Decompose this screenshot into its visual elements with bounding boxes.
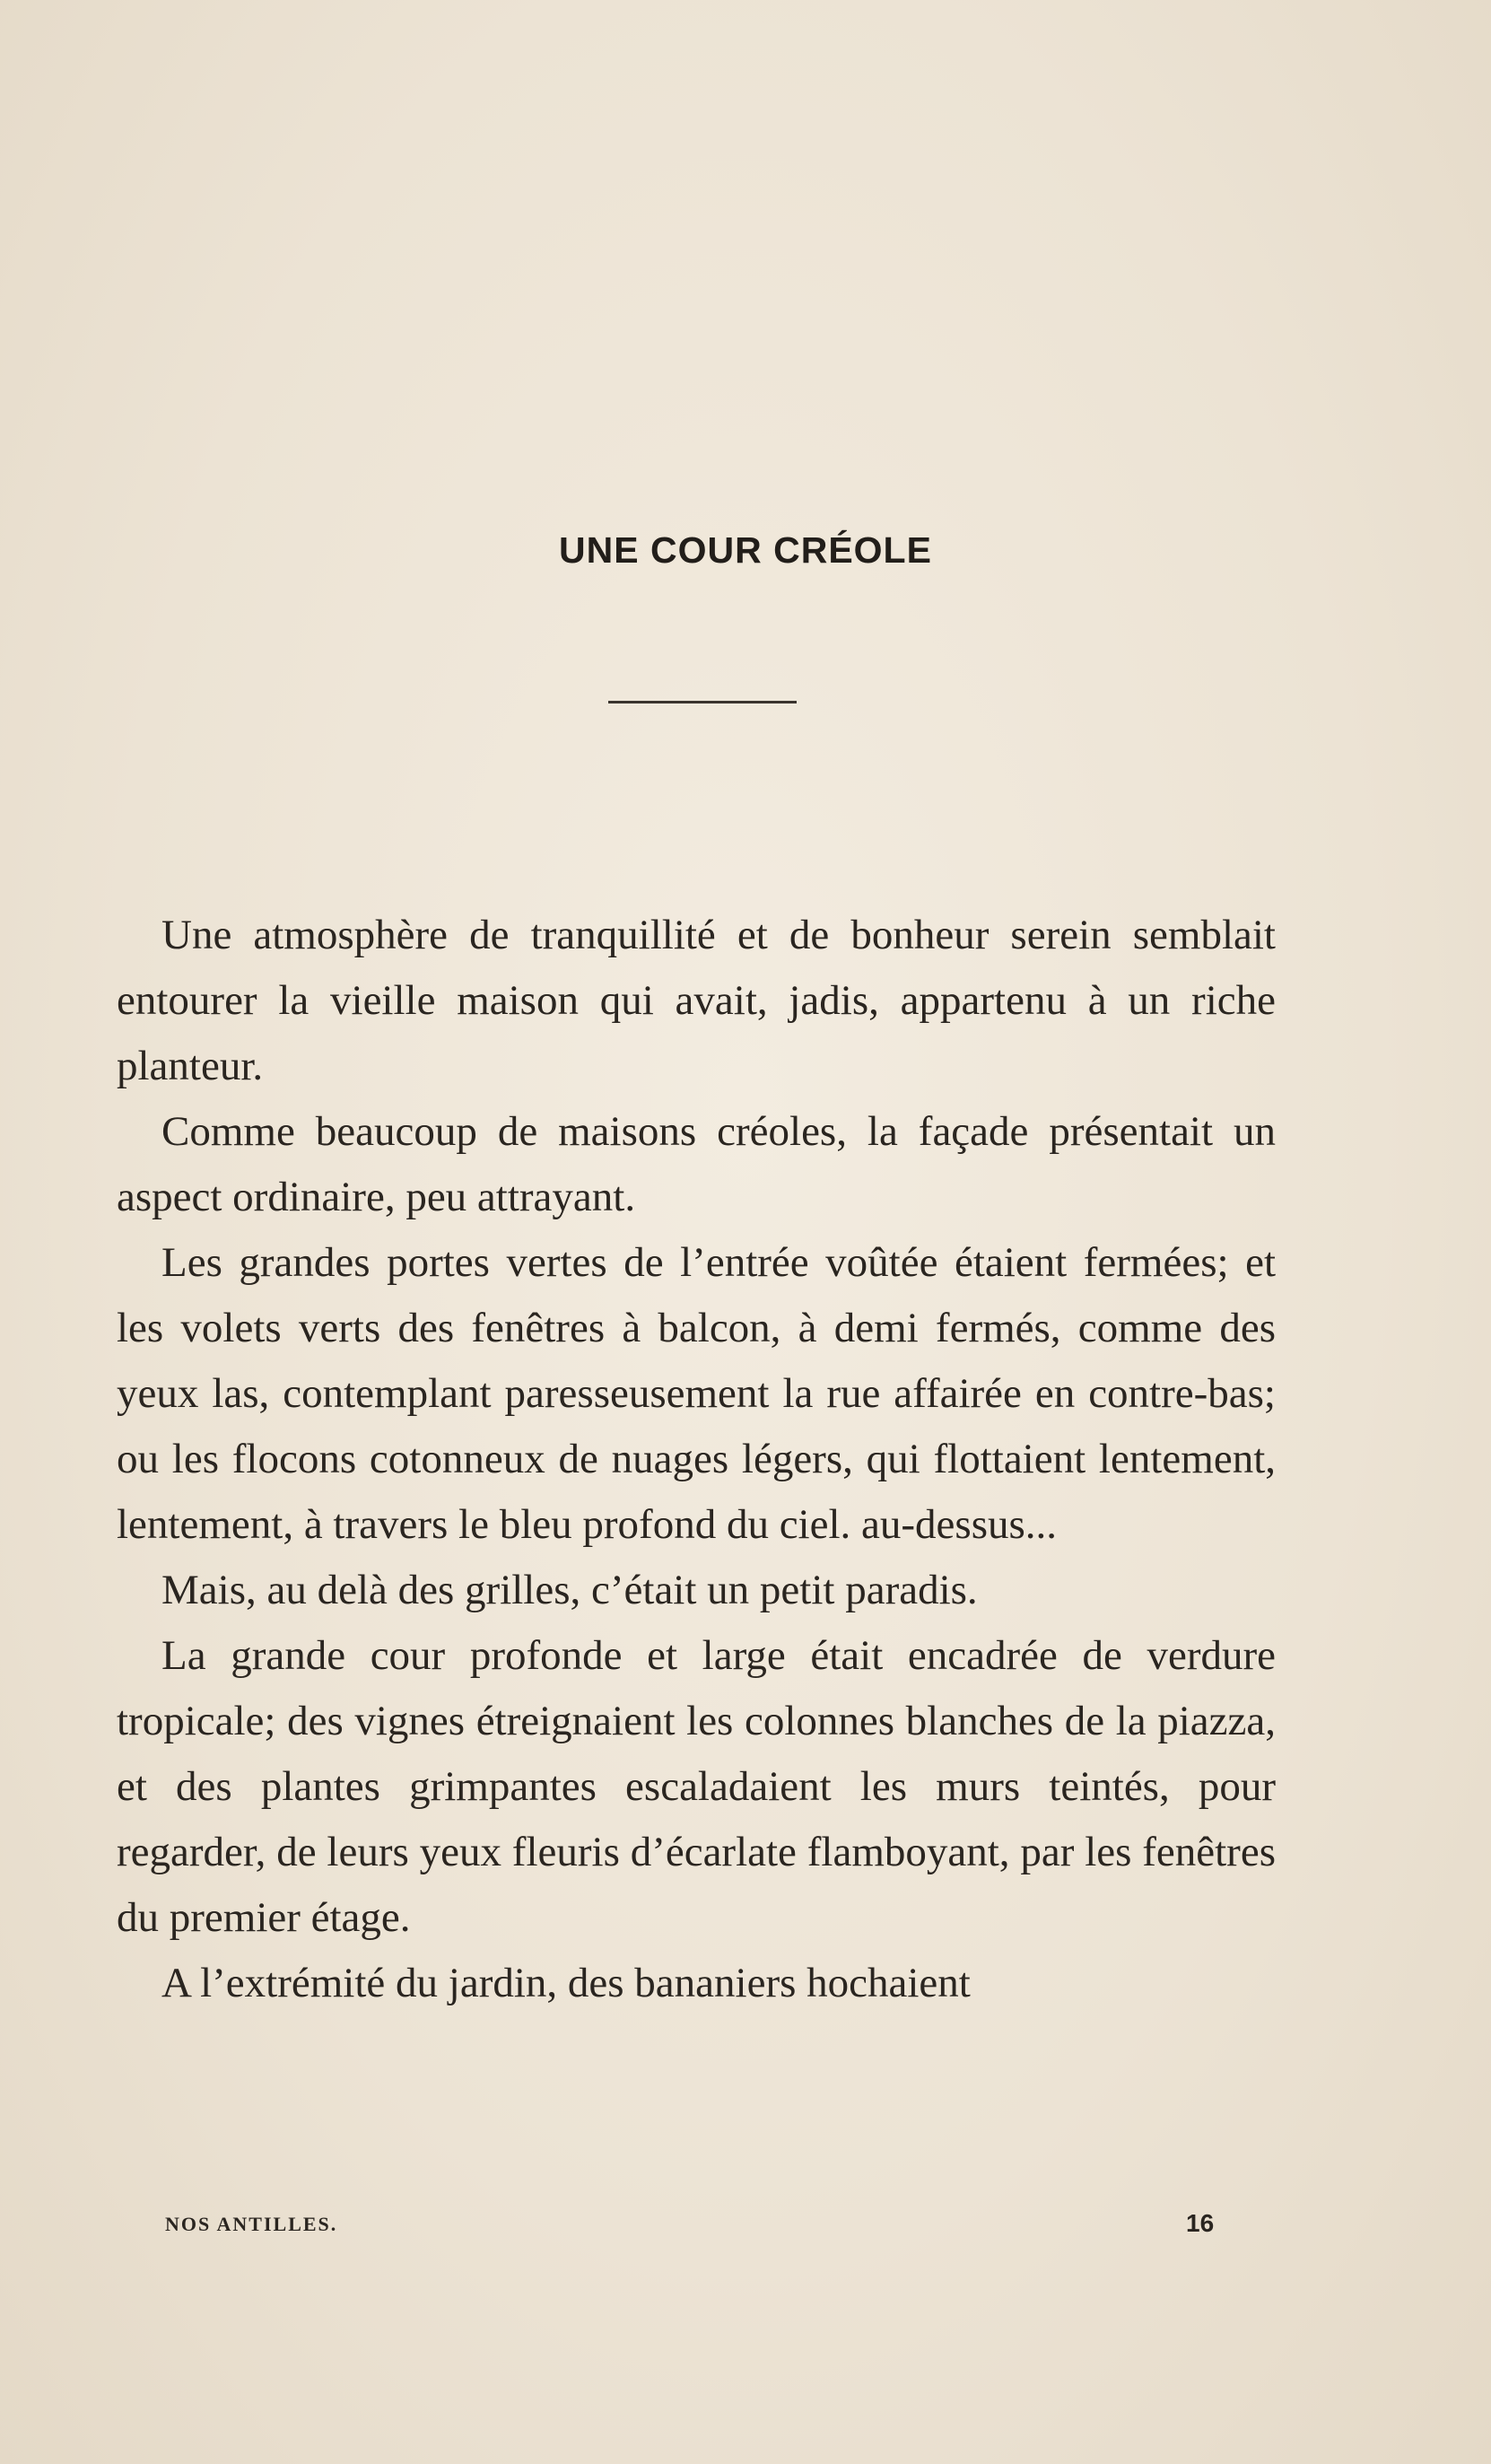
paragraph: Mais, au delà des grilles, c’était un petit paradis. (161, 1567, 978, 1613)
body-text (117, 903, 1276, 2016)
footer-signature: NOS ANTILLES. (165, 2213, 338, 2235)
paragraph: La grande cour profonde et large était encadrée de verdure tropicale; des vignes étreignaient les colonnes blanches de la piazza, et des plantes grimpantes escaladaient les murs teintés, pour regarder, de leurs yeux fleuris d’écarlate flamboyant, par les fenêtres du premier étage. (117, 1632, 1276, 1941)
page-footer (0, 2209, 1491, 2249)
paragraph: Comme beaucoup de maisons créoles, la façade présentait un aspect ordinaire, peu attrayant. (117, 1108, 1276, 1220)
chapter-title: UNE COUR CRÉOLE (559, 529, 932, 571)
paragraph: Les grandes portes vertes de l’entrée voûtée étaient fermées; et les volets verts des fenêtres à balcon, à demi fermés, comme des yeux las, contemplant paresseusement la rue affairée en contre-bas; ou les flocons cotonneux de nuages légers, qui flottaient lentement, lentement, à travers le bleu profond du ciel. au-dessus... (117, 1239, 1276, 1548)
title-divider (608, 701, 797, 703)
paragraph: A l’extrémité du jardin, des bananiers hochaient (161, 1960, 971, 2006)
sheet-number: 16 (1186, 2209, 1215, 2237)
paragraph: Une atmosphère de tranquillité et de bonheur serein semblait entourer la vieille maison qui avait, jadis, appartenu à un riche planteur. (117, 912, 1276, 1089)
